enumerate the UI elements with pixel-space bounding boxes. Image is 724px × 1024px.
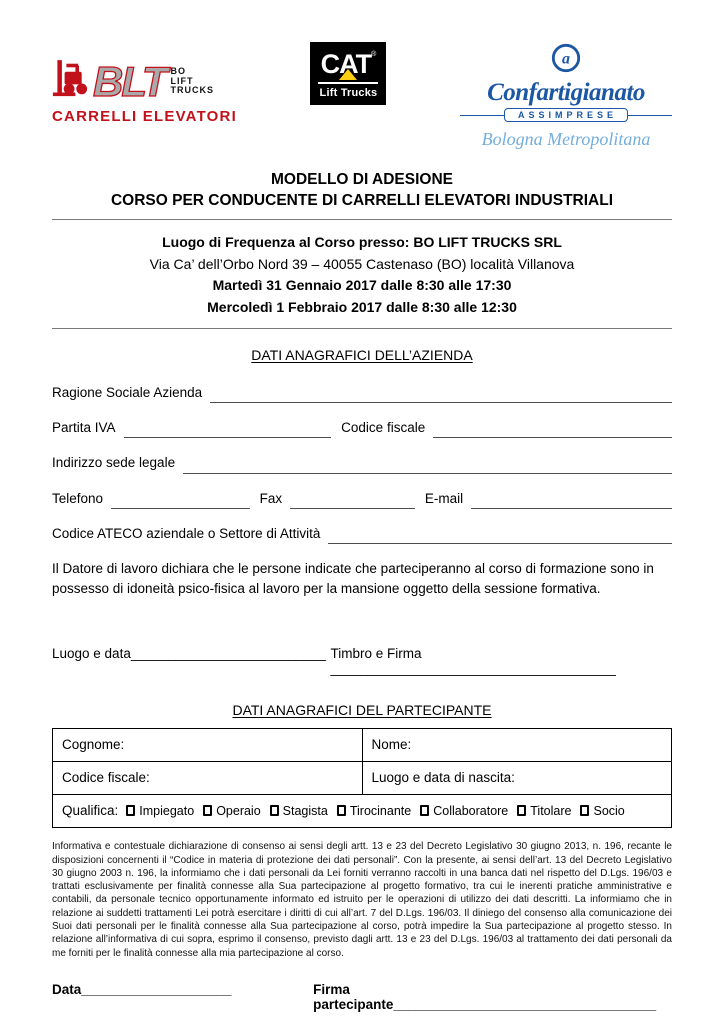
participant-table (52, 728, 672, 828)
blt-logo-top (52, 58, 237, 105)
qualifica-option-tirocinante (337, 804, 411, 818)
telefono-line (111, 491, 250, 509)
privacy-notice: Informativa e contestuale dichiarazione di consenso ai sensi degli artt. 13 e 23 del Decreto Legislativo 30 giugno 2013, n. 196, recante le disposizioni concernenti il “Codice in materia di protezione dei dati personali”. Con la presente, ai sensi dell’art. 13 del Decreto Legislativo 30 giugno 2003 n. 196, la informiamo che i dati personali da Lei forniti verranno raccolti in una banca dati nel rispetto del D.Lgs. 196/03 e trattati esclusivamente per finalità connesse alla Sua partecipazione al progetto formativo, tra cui le inerenti pratiche amministrative e contabili, da personale tecnico opportunamente informato ed istruito per le operazioni di utilizzo dei dati descritti. La informiamo che in relazione ai suddetti trattamenti Lei potrà esercitare i diritti di cui all’art. 7 del D.Lgs. 196/03. Il diniego del consenso alla comunicazione dei Suoi dati personali per le finalità connesse alla Sua partecipazione al corso, potrà impedire la Sua partecipazione al progetto stesso. In relazione all’informativa di cui sopra, esprimo il consenso, previsto dagli artt. 13 e 23 del D.Lgs. 196/03 al trattamento dei dati personali da me forniti per le finalità connesse alla mia partecipazione al corso. (52, 841, 672, 959)
qualifica-option-label: Collaboratore (433, 803, 509, 818)
title-line-2: CORSO PER CONDUCENTE DI CARRELLI ELEVATORI INDUSTRIALI (110, 192, 614, 210)
title-line-1: MODELLO DI ADESIONE (271, 171, 453, 189)
codice-fiscale-label: Codice fiscale (341, 420, 426, 436)
blt-stack-line-bo: BO (170, 65, 187, 76)
qualifica-options-row (62, 803, 662, 818)
partita-iva-label: Partita IVA (52, 420, 116, 436)
qualifica-option-impiegato (126, 804, 194, 818)
footer-signature-row (52, 982, 672, 1012)
svg-text:a: a (562, 50, 570, 68)
confartigianato-emblem-icon (460, 42, 672, 78)
table-row (53, 762, 672, 795)
checkbox-icon (580, 805, 589, 816)
qualifica-option-stagista (270, 804, 328, 818)
codice-fiscale-cell: Codice fiscale: (53, 762, 363, 795)
blt-caption: CARRELLI ELEVATORI (52, 108, 237, 125)
qualifica-option-socio (580, 804, 624, 818)
cat-divider (318, 82, 378, 84)
ragione-sociale-line (210, 385, 672, 403)
checkbox-icon (337, 805, 346, 816)
blt-stack-line-trucks: TRUCKS (170, 85, 215, 96)
blt-wordmark-stack (171, 67, 215, 97)
forklift-icon (52, 58, 88, 105)
participant-section-heading: DATI ANAGRAFICI DEL PARTECIPANTE (232, 702, 492, 719)
qualifica-option-label: Operaio (216, 803, 261, 818)
qualifica-option-label: Tirocinante (349, 803, 412, 818)
codice-fiscale-line (433, 420, 672, 438)
divider (52, 219, 672, 220)
document-title (52, 170, 672, 212)
checkbox-icon (517, 805, 526, 816)
nome-cell: Nome: (362, 729, 672, 762)
cognome-cell: Cognome: (53, 729, 363, 762)
cat-brand-row (321, 51, 377, 78)
blt-acronym-text: BLT (93, 57, 166, 105)
ragione-sociale-row (52, 383, 672, 403)
cat-subtitle: Lift Trucks (319, 87, 378, 99)
ateco-line (328, 526, 672, 544)
telefono-label: Telefono (52, 490, 104, 506)
qualifica-option-label: Stagista (282, 803, 328, 818)
checkbox-icon (203, 805, 212, 816)
qualifica-cell (53, 795, 672, 828)
qualifica-option-label: Socio (593, 803, 625, 818)
bologna-metropolitana-caption: Bologna Metropolitana (481, 129, 651, 150)
ateco-row (52, 524, 672, 544)
course-address: Via Ca’ dell’Orbo Nord 39 – 40055 Castenaso (BO) località Villanova (149, 255, 575, 272)
registered-trademark-icon: ® (371, 51, 377, 58)
firma-partecipante-label: Firma partecipante___________________________________ (313, 981, 657, 1012)
course-info (52, 232, 672, 319)
assimprese-badge: ASSIMPRESE (504, 108, 628, 122)
qualifica-option-titolare (517, 804, 571, 818)
blt-stack-line-lift: LIFT (170, 75, 194, 86)
divider (52, 328, 672, 329)
luogo-nascita-cell: Luogo e data di nascita: (362, 762, 672, 795)
confartigianato-wordmark: Confartigianato (487, 79, 645, 106)
company-section-heading: DATI ANAGRAFICI DELL’AZIENDA (251, 346, 473, 363)
table-row (53, 729, 672, 762)
cat-triangle-icon (339, 69, 357, 80)
qualifica-option-collaboratore (420, 804, 508, 818)
indirizzo-label: Indirizzo sede legale (52, 455, 176, 471)
logo-header (52, 0, 672, 150)
contatti-row (52, 489, 672, 509)
fax-label: Fax (259, 490, 283, 506)
blt-logo (52, 58, 237, 125)
assimprese-row (460, 108, 672, 122)
checkbox-icon (420, 805, 429, 816)
signature-row (52, 646, 672, 676)
cat-brand-text: CAT (320, 49, 372, 79)
timbro-firma-label: Timbro e Firma ______________________________________ (330, 646, 616, 677)
cat-logo (310, 42, 386, 105)
luogo-data-label: Luogo e data__________________________ (52, 646, 327, 662)
checkbox-icon (270, 805, 279, 816)
table-row (53, 795, 672, 828)
confartigianato-logo (460, 42, 672, 150)
qualifica-option-label: Titolare (530, 803, 572, 818)
course-location: Luogo di Frequenza al Corso presso: BO LIFT TRUCKS SRL (162, 234, 562, 251)
checkbox-icon (126, 805, 135, 816)
qualifica-label: Qualifica: (62, 803, 119, 819)
partita-iva-row (52, 418, 672, 438)
company-form (52, 383, 672, 544)
email-label: E-mail (424, 490, 464, 506)
ragione-sociale-label: Ragione Sociale Azienda (52, 384, 203, 400)
email-line (471, 491, 672, 509)
indirizzo-row (52, 453, 672, 473)
data-label: Data____________________ (52, 981, 232, 997)
qualifica-option-operaio (203, 804, 260, 818)
employer-declaration: Il Datore di lavoro dichiara che le persone indicate che parteciperanno al corso di formazione sono in possesso di idoneità psico-fisica al lavoro per la mansione oggetto della sessione formativa. (52, 561, 654, 596)
fax-line (290, 491, 415, 509)
indirizzo-line (183, 455, 672, 473)
course-date-2: Mercoledì 1 Febbraio 2017 dalle 8:30 alle 12:30 (207, 299, 517, 316)
qualifica-option-label: Impiegato (139, 803, 195, 818)
course-date-1: Martedì 31 Gennaio 2017 dalle 8:30 alle 17:30 (212, 277, 512, 294)
ateco-label: Codice ATECO aziendale o Settore di Attività (52, 525, 321, 541)
partita-iva-line (124, 420, 332, 438)
